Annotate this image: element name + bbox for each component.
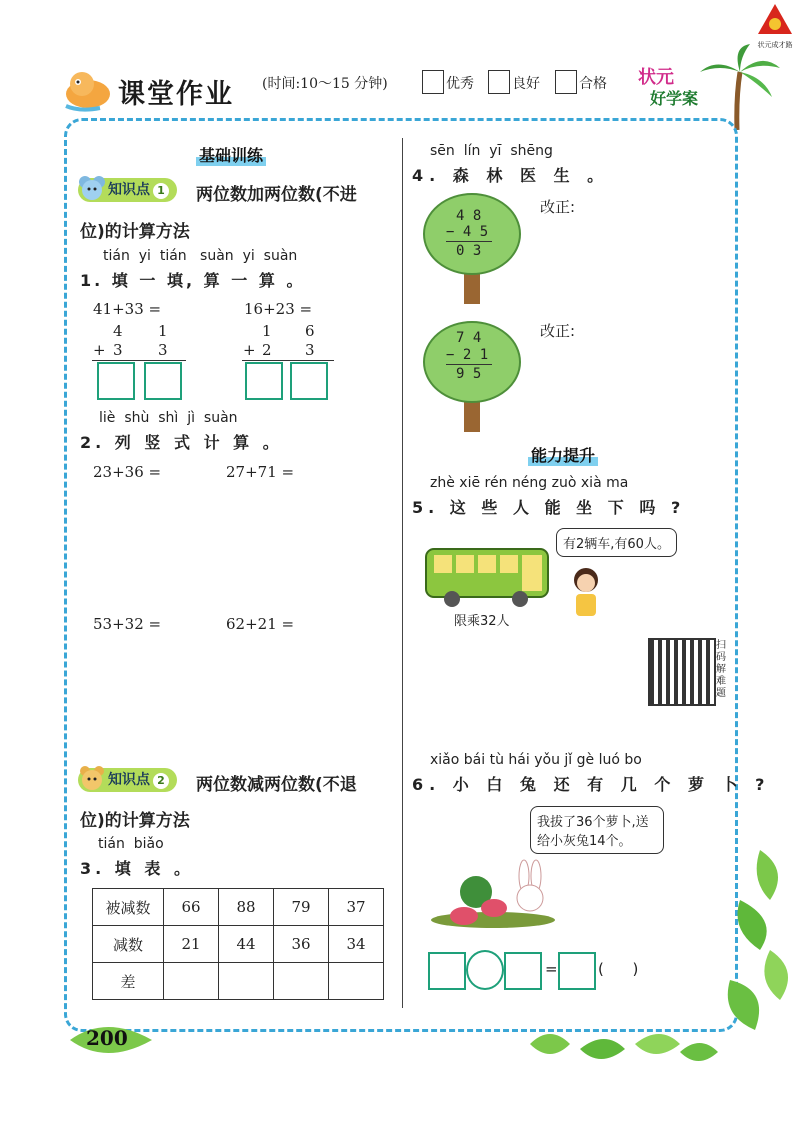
- table-row: [93, 963, 384, 1000]
- q6-operator-circle[interactable]: [466, 950, 504, 990]
- section-title-advanced: 能力提升: [528, 443, 598, 466]
- bear-icon: [78, 764, 106, 792]
- pinyin: tián: [98, 836, 125, 852]
- pinyin: liè: [99, 410, 116, 426]
- char: 。: [173, 859, 194, 878]
- q2-pinyin: [99, 410, 238, 426]
- badge-label: 知识点: [108, 772, 150, 788]
- table-row: [93, 926, 384, 963]
- q1b-digit: 1: [262, 322, 272, 340]
- subtraction-table: [92, 888, 384, 1000]
- qr-code[interactable]: [648, 638, 716, 706]
- q1b-answer-ones[interactable]: [290, 362, 328, 400]
- question-number: 3.: [80, 859, 106, 878]
- leaves-decoration: [700, 840, 800, 1040]
- answer-cell[interactable]: [219, 963, 274, 1000]
- char: ,: [186, 271, 196, 290]
- pinyin: tián: [159, 248, 187, 264]
- pinyin: suàn: [203, 410, 238, 426]
- table-cell: 34: [329, 926, 384, 963]
- pinyin: shì: [158, 410, 179, 426]
- q1-pinyin: [103, 248, 297, 264]
- pinyin: jǐ: [564, 752, 573, 768]
- leaves-bottom-decoration: [520, 1024, 720, 1074]
- pinyin: sēn: [430, 143, 455, 159]
- qr-caption: 扫码解难题: [716, 640, 726, 699]
- q1-prompt: [80, 268, 305, 291]
- q5-prompt: [412, 495, 685, 518]
- tree2-line: 9 5: [456, 366, 482, 382]
- table-cell: 44: [219, 926, 274, 963]
- section-title-basic: 基础训练: [196, 143, 266, 166]
- char: 。: [262, 433, 283, 452]
- tree1-line: 0 3: [456, 243, 482, 259]
- column-divider: [402, 138, 403, 1008]
- q1a-digit: 3: [113, 341, 123, 359]
- grade-label-pass: 合格: [579, 76, 607, 92]
- char: 医: [519, 166, 542, 185]
- pinyin: suàn: [263, 248, 298, 264]
- q1b-sum-line: [242, 360, 334, 361]
- char: 个: [654, 775, 677, 794]
- pinyin: yī: [489, 143, 502, 159]
- q4-prompt: [412, 163, 609, 186]
- badge-label: 知识点: [108, 182, 150, 198]
- speech-bubble: 有2辆车,有60人。: [556, 528, 677, 557]
- pinyin: bo: [624, 752, 642, 768]
- q6-pinyin: [430, 752, 642, 768]
- tree1-line: 4 8: [456, 208, 482, 224]
- q1a-answer-ones[interactable]: [144, 362, 182, 400]
- fix-label-1: 改正:: [540, 198, 576, 216]
- equals-sign: =: [545, 960, 558, 978]
- q4-pinyin: [430, 143, 553, 159]
- question-number: 4.: [412, 166, 442, 185]
- pinyin: suàn: [200, 248, 234, 264]
- q2-equation: 23+36 =: [93, 463, 162, 481]
- char: 算: [203, 271, 223, 290]
- mouse-icon: [78, 174, 106, 202]
- char: 填: [111, 271, 131, 290]
- q6-prompt: [412, 772, 770, 795]
- char: 萝: [687, 775, 710, 794]
- pinyin: tù: [489, 752, 504, 768]
- q1a-digit: 1: [158, 322, 168, 340]
- knowledge-point-1-text-b: 位)的计算方法: [80, 222, 190, 242]
- mascot-logo: [60, 60, 116, 116]
- char: 生: [553, 166, 576, 185]
- q2-equation: 62+21 =: [226, 615, 295, 633]
- char: 列: [114, 433, 135, 452]
- q3-table-wrap: [92, 888, 384, 1000]
- pinyin: gè: [576, 752, 595, 768]
- q3-prompt: [80, 856, 194, 879]
- char: 竖: [144, 433, 165, 452]
- char: ?: [670, 498, 686, 517]
- unit-paren[interactable]: ( ): [598, 960, 639, 978]
- char: 一: [139, 271, 159, 290]
- q1-equation-b: 16+23 =: [244, 300, 313, 318]
- char: 些: [481, 498, 503, 517]
- char: 兔: [519, 775, 542, 794]
- q1b-digit: 6: [305, 322, 315, 340]
- char: 森: [452, 166, 475, 185]
- char: 。: [587, 166, 610, 185]
- pinyin: yi: [138, 248, 151, 264]
- char: 下: [607, 498, 629, 517]
- char: 坐: [576, 498, 598, 517]
- row-header: 被减数: [93, 889, 164, 926]
- char: 白: [486, 775, 509, 794]
- corner-logo: [754, 2, 796, 49]
- question-number: 6.: [412, 775, 442, 794]
- q1a-sum-line: [92, 360, 186, 361]
- char: 这: [449, 498, 471, 517]
- q2-equation: 53+32 =: [93, 615, 162, 633]
- char: 填: [114, 859, 135, 878]
- q3-pinyin: [98, 836, 164, 852]
- table-cell: 79: [274, 889, 329, 926]
- question-number: 2.: [80, 433, 106, 452]
- rabbit-carrots-icon: [428, 848, 558, 930]
- brand-bottom: 好学案: [650, 89, 699, 108]
- q1b-digit: 3: [305, 341, 315, 359]
- char: 算: [233, 433, 254, 452]
- tree1-line: − 4 5: [446, 224, 489, 240]
- pinyin: yǒu: [534, 752, 560, 768]
- char: 式: [173, 433, 194, 452]
- table-cell: 37: [329, 889, 384, 926]
- corner-logo-text: 状元成才路: [757, 41, 793, 49]
- q2-prompt: [80, 430, 283, 453]
- pinyin: xià: [580, 475, 602, 491]
- brand-top: 状元: [638, 67, 674, 88]
- pinyin: ma: [606, 475, 629, 491]
- girl-icon: [566, 566, 606, 618]
- row-header: 减数: [93, 926, 164, 963]
- q1-equation-a: 41+33 =: [93, 300, 162, 318]
- badge-number: 1: [153, 183, 169, 199]
- pinyin: zuò: [551, 475, 577, 491]
- char: 算: [258, 271, 278, 290]
- pinyin: xiē: [459, 475, 481, 491]
- pinyin: luó: [598, 752, 620, 768]
- char: 填: [166, 271, 186, 290]
- q1a-operator: +: [93, 341, 106, 359]
- tree2-line: 7 4: [456, 330, 482, 346]
- char: 。: [286, 271, 306, 290]
- row-header: 差: [93, 963, 164, 1000]
- question-number: 1.: [80, 271, 104, 290]
- char: 小: [452, 775, 475, 794]
- pinyin: shēng: [510, 143, 553, 159]
- badge-number: 2: [153, 773, 169, 789]
- grade-label-excellent: 优秀: [446, 76, 474, 92]
- q1b-operator: +: [243, 341, 256, 359]
- char: 林: [486, 166, 509, 185]
- table-row: [93, 889, 384, 926]
- pinyin: tián: [103, 248, 130, 264]
- tree1-line-rule: [446, 241, 492, 242]
- q6-answer-box[interactable]: [504, 952, 542, 990]
- table-cell: 36: [274, 926, 329, 963]
- char: 能: [544, 498, 566, 517]
- char: 吗: [639, 498, 661, 517]
- q1a-answer-tens[interactable]: [97, 362, 135, 400]
- pinyin: rén: [484, 475, 508, 491]
- char: 还: [553, 775, 576, 794]
- grade-checkbox-excellent[interactable]: [422, 70, 444, 94]
- pinyin: jì: [187, 410, 196, 426]
- char: 有: [587, 775, 610, 794]
- pinyin: lín: [463, 143, 481, 159]
- char: 几: [620, 775, 643, 794]
- pinyin: yi: [242, 248, 255, 264]
- answer-cell[interactable]: [164, 963, 219, 1000]
- pinyin: biǎo: [133, 836, 164, 852]
- q6-answer-box[interactable]: [428, 952, 466, 990]
- char: 人: [512, 498, 534, 517]
- bus-caption: 限乘32人: [454, 614, 510, 629]
- char: 表: [144, 859, 165, 878]
- speech-bubble: 我拔了36个萝卜,送给小灰兔14个。: [530, 806, 664, 854]
- char: 计: [203, 433, 224, 452]
- grade-checkbox-good[interactable]: [488, 70, 510, 94]
- question-number: 5.: [412, 498, 440, 517]
- table-cell: 21: [164, 926, 219, 963]
- time-limit: (时间:10～15 分钟): [262, 76, 388, 92]
- page-title: 课堂作业: [118, 79, 234, 110]
- char: ?: [755, 775, 771, 794]
- q6-result-box[interactable]: [558, 952, 596, 990]
- table-cell: 88: [219, 889, 274, 926]
- page-number: 200: [86, 1026, 128, 1050]
- q1b-digit: 2: [262, 341, 272, 359]
- answer-cell[interactable]: [274, 963, 329, 1000]
- q1a-digit: 4: [113, 322, 123, 340]
- bus-icon: [424, 545, 552, 609]
- char: 卜: [721, 775, 744, 794]
- q5-pinyin: [430, 475, 628, 491]
- char: 一: [231, 271, 251, 290]
- pinyin: néng: [511, 475, 548, 491]
- pinyin: bái: [463, 752, 486, 768]
- table-cell: 66: [164, 889, 219, 926]
- knowledge-point-2-text-b: 位)的计算方法: [80, 811, 190, 831]
- answer-cell[interactable]: [329, 963, 384, 1000]
- pinyin: hái: [508, 752, 530, 768]
- knowledge-point-2-text-a: 两位数减两位数(不退: [196, 775, 357, 795]
- grade-label-good: 良好: [512, 76, 540, 92]
- pinyin: shù: [124, 410, 150, 426]
- knowledge-point-1-text-a: 两位数加两位数(不进: [196, 185, 357, 205]
- pinyin: xiǎo: [430, 752, 460, 768]
- tree2-line: − 2 1: [446, 347, 489, 363]
- q2-equation: 27+71 =: [226, 463, 295, 481]
- pinyin: zhè: [430, 475, 455, 491]
- grade-checkbox-pass[interactable]: [555, 70, 577, 94]
- q1b-answer-tens[interactable]: [245, 362, 283, 400]
- q1a-digit: 3: [158, 341, 168, 359]
- tree2-line-rule: [446, 364, 492, 365]
- fix-label-2: 改正:: [540, 322, 576, 340]
